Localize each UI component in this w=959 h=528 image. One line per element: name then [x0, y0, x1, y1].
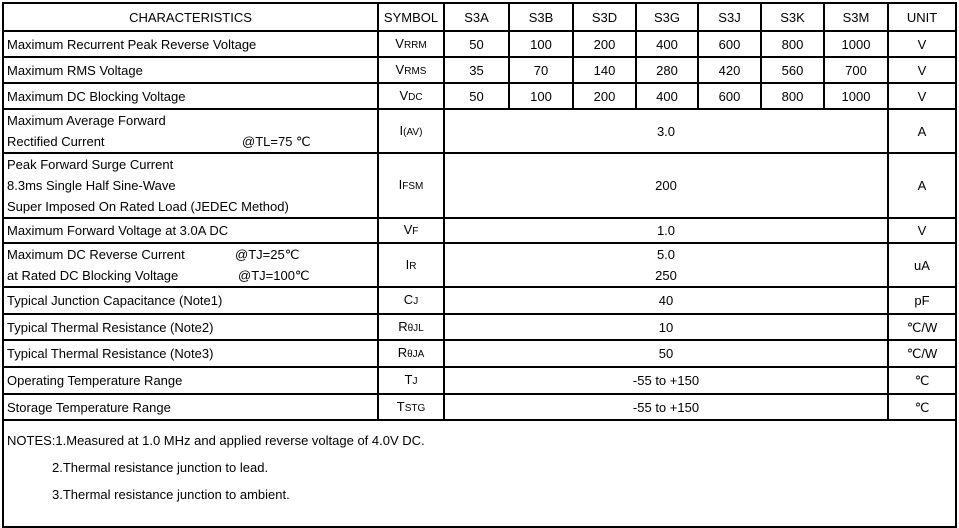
- value-cell: 400: [636, 31, 698, 57]
- row-vf: [3, 218, 956, 243]
- symbol: [378, 340, 444, 367]
- model-header: S3D: [573, 3, 636, 31]
- note-2: 2.Thermal resistance junction to lead.: [52, 460, 269, 475]
- symbol-subscript: θJA: [407, 349, 425, 360]
- characteristics-header: CHARACTERISTICS: [3, 3, 378, 31]
- value-cell: 140: [573, 57, 636, 83]
- symbol-main: T: [404, 372, 413, 387]
- characteristic-label: [3, 109, 378, 153]
- value-cell: 100: [509, 83, 573, 109]
- unit-cell: V: [888, 218, 956, 243]
- value: 40: [658, 293, 674, 308]
- symbol: [378, 57, 444, 83]
- value: 5.0: [656, 247, 676, 262]
- note-1: NOTES:1.Measured at 1.0 MHz and applied reverse voltage of 4.0V DC.: [7, 433, 425, 448]
- characteristic-label: [3, 31, 378, 57]
- symbol: [378, 243, 444, 287]
- value-cell: 400: [636, 83, 698, 109]
- row-rjl: [3, 314, 956, 340]
- label-line: Typical Junction Capacitance (Note1): [7, 293, 223, 308]
- symbol-subscript: (AV): [403, 126, 423, 138]
- value-cell: 35: [444, 57, 509, 83]
- symbol-main: V: [395, 61, 405, 77]
- model-header: S3A: [444, 3, 509, 31]
- symbol-subscript: RMS: [404, 65, 427, 77]
- value-cell: 100: [509, 31, 573, 57]
- value-cell: 50: [444, 83, 509, 109]
- unit-cell: A: [888, 153, 956, 218]
- label-line: at Rated DC Blocking Voltage: [7, 268, 179, 283]
- value-cell: 560: [761, 57, 824, 83]
- model-header: S3B: [509, 3, 573, 31]
- value-cell: 700: [824, 57, 888, 83]
- characteristics-table: [2, 2, 957, 528]
- value-cell: 1000: [824, 83, 888, 109]
- unit-cell: A: [888, 109, 956, 153]
- value-cell: 70: [509, 57, 573, 83]
- row-cj: [3, 287, 956, 314]
- symbol-subscript: J: [412, 376, 418, 387]
- row-vrrm: [3, 31, 956, 57]
- value-cell: 420: [698, 57, 761, 83]
- value-cell: [444, 153, 888, 218]
- characteristic-label: [3, 218, 378, 243]
- label-line: Operating Temperature Range: [7, 373, 183, 388]
- unit-cell: V: [888, 31, 956, 57]
- model-header: S3K: [761, 3, 824, 31]
- symbol-main: V: [399, 87, 409, 103]
- header-row: [3, 3, 956, 31]
- symbol-subscript: F: [412, 226, 419, 237]
- unit-cell: ℃: [888, 367, 956, 394]
- label-line: Typical Thermal Resistance (Note3): [7, 346, 214, 361]
- value-cell: 200: [573, 31, 636, 57]
- symbol-subscript: DC: [408, 91, 423, 103]
- unit-cell: ℃/W: [888, 314, 956, 340]
- row-rja: [3, 340, 956, 367]
- symbol-main: V: [395, 35, 404, 51]
- label-line: Maximum DC Reverse Current: [7, 247, 185, 262]
- symbol: [378, 287, 444, 314]
- value-cell: 1000: [824, 31, 888, 57]
- symbol: [378, 31, 444, 57]
- label-line: 8.3ms Single Half Sine-Wave: [7, 178, 176, 193]
- characteristic-label: [3, 57, 378, 83]
- label-line: Storage Temperature Range: [7, 399, 171, 415]
- value: 1.0: [656, 223, 676, 238]
- symbol-header: SYMBOL: [378, 3, 444, 31]
- symbol-subscript: RRM: [403, 39, 427, 51]
- symbol-main: C: [403, 292, 414, 307]
- label-line: Maximum Average Forward: [7, 113, 166, 128]
- value-cell: 50: [444, 31, 509, 57]
- condition: @TJ=25℃: [235, 247, 300, 262]
- symbol-subscript: FSM: [402, 181, 424, 192]
- value: 50: [658, 346, 674, 361]
- row-ifsm: [3, 153, 956, 218]
- symbol: [378, 314, 444, 340]
- value: 10: [658, 319, 674, 335]
- value-cell: 800: [761, 31, 824, 57]
- symbol: [378, 83, 444, 109]
- value: -55 to +150: [632, 399, 700, 415]
- symbol-subscript: J: [413, 296, 419, 307]
- value-cell: [444, 287, 888, 314]
- characteristic-label: [3, 83, 378, 109]
- value: 250: [655, 268, 677, 283]
- characteristic-label: [3, 367, 378, 394]
- label-line: Maximum RMS Voltage: [7, 62, 143, 78]
- value: -55 to +150: [632, 373, 700, 388]
- unit-cell: V: [888, 83, 956, 109]
- note-3: 3.Thermal resistance junction to ambient.: [52, 487, 290, 502]
- label-line: Typical Thermal Resistance (Note2): [7, 319, 214, 335]
- row-ir: [3, 243, 956, 287]
- label-line: Rectified Current: [7, 134, 105, 149]
- symbol-main: I: [405, 256, 410, 272]
- symbol-main: V: [403, 222, 413, 237]
- model-header: S3G: [636, 3, 698, 31]
- unit-cell: pF: [888, 287, 956, 314]
- model-header: S3J: [698, 3, 761, 31]
- value-cell: 600: [698, 83, 761, 109]
- value: 200: [655, 178, 677, 193]
- label-line: Maximum Recurrent Peak Reverse Voltage: [7, 36, 257, 52]
- symbol: [378, 153, 444, 218]
- value-cell: [444, 340, 888, 367]
- label-line: Peak Forward Surge Current: [7, 157, 174, 172]
- unit-cell: ℃: [888, 394, 956, 420]
- row-vdc: [3, 83, 956, 109]
- unit-cell: uA: [888, 243, 956, 287]
- value-cell: [444, 367, 888, 394]
- row-iav: [3, 109, 956, 153]
- characteristic-label: [3, 340, 378, 367]
- value-cell: 600: [698, 31, 761, 57]
- value-cell: [444, 243, 888, 287]
- value-cell: [444, 109, 888, 153]
- characteristic-label: [3, 314, 378, 340]
- condition: @TJ=100℃: [238, 268, 310, 283]
- symbol-main: I: [399, 122, 404, 138]
- value-cell: 800: [761, 83, 824, 109]
- label-line: Maximum Forward Voltage at 3.0A DC: [7, 223, 229, 238]
- label-line: Super Imposed On Rated Load (JEDEC Method): [7, 199, 289, 214]
- unit-cell: ℃/W: [888, 340, 956, 367]
- row-tj: [3, 367, 956, 394]
- characteristic-label: [3, 287, 378, 314]
- unit-cell: V: [888, 57, 956, 83]
- label-line: Maximum DC Blocking Voltage: [7, 88, 186, 104]
- characteristic-label: [3, 394, 378, 420]
- unit-header: UNIT: [888, 3, 956, 31]
- symbol: [378, 394, 444, 420]
- row-tstg: [3, 394, 956, 420]
- symbol-main: T: [396, 398, 405, 414]
- symbol: [378, 109, 444, 153]
- row-vrms: [3, 57, 956, 83]
- notes: [3, 420, 956, 527]
- value-cell: [444, 218, 888, 243]
- value: 3.0: [656, 123, 676, 139]
- characteristic-label: [3, 243, 378, 287]
- symbol-subscript: R: [409, 260, 417, 272]
- model-header: S3M: [824, 3, 888, 31]
- notes-row: [3, 420, 956, 527]
- symbol-main: R: [397, 345, 408, 360]
- characteristic-label: [3, 153, 378, 218]
- symbol-subscript: STG: [404, 402, 426, 414]
- symbol-main: I: [398, 177, 403, 192]
- symbol: [378, 367, 444, 394]
- condition: @TL=75 ℃: [242, 134, 311, 149]
- value-cell: 280: [636, 57, 698, 83]
- symbol: [378, 218, 444, 243]
- value-cell: [444, 314, 888, 340]
- value-cell: 200: [573, 83, 636, 109]
- symbol-main: R: [398, 318, 408, 334]
- value-cell: [444, 394, 888, 420]
- symbol-subscript: θJL: [407, 322, 424, 334]
